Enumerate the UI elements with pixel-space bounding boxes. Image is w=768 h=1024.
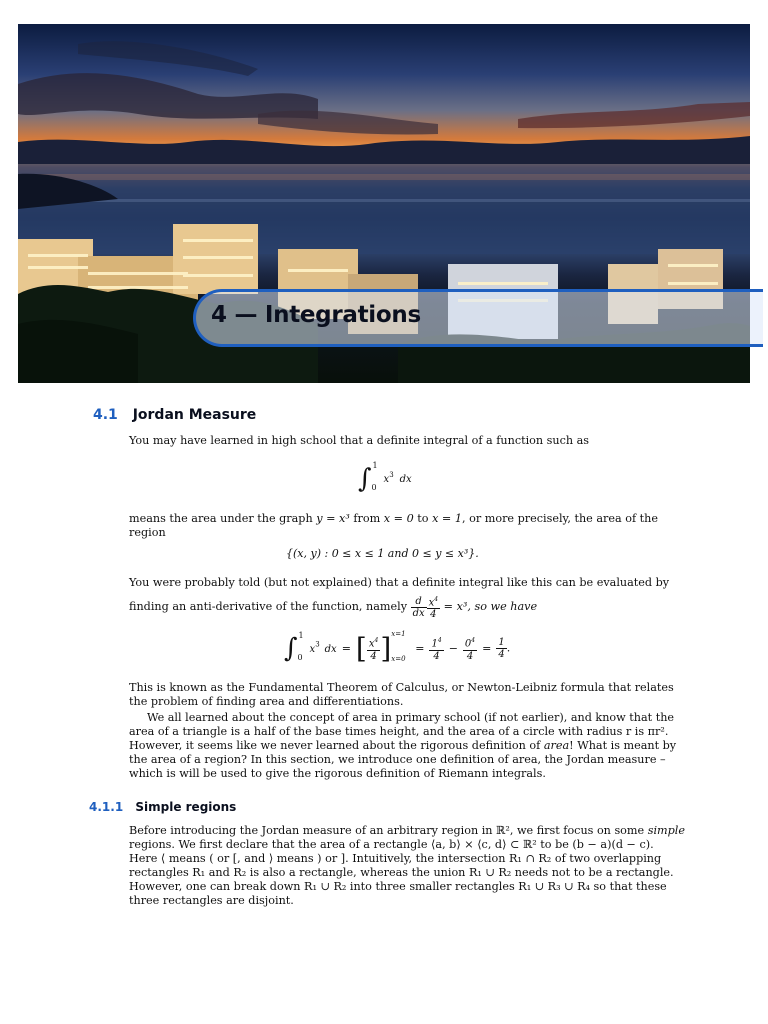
math-inline: = x³, so we have (440, 600, 538, 614)
math-inline: x = 0 (383, 512, 414, 525)
text-line: the area of a region? In this section, we introduce one definition of area, the Jordan measure – (129, 752, 666, 766)
text-span: However, it seems like we never learned about the rigorous definition of (129, 738, 544, 752)
paragraph-area-meaning (129, 512, 658, 540)
text-line: the problem of finding area and differentiations. (129, 694, 404, 708)
text-line: You were probably told (but not explained) that a definite integral like this can be evaluated by (129, 576, 670, 589)
equation-region-set: {(x, y) : 0 ≤ x ≤ 1 and 0 ≤ y ≤ x³}. (286, 547, 479, 560)
text-line: This is known as the Fundamental Theorem of Calculus, or Newton-Leibniz formula that relates (129, 681, 674, 694)
text-line: region (129, 525, 166, 539)
equation-evaluation: ∫ 1 0 $x^3$ dx = [ $\frac{x^4}{4}$ ] x=1 x=0 = $\frac{1^4}{4}$ − $\frac{0^4}{4}$ = $\frac{1}{4}$ . (284, 629, 511, 665)
text-span: to (413, 512, 433, 525)
subsection-number: 4.1.1 (89, 800, 124, 814)
paragraph-intro (129, 434, 641, 448)
subsection-heading (89, 800, 236, 814)
text-line: three rectangles are disjoint. (129, 893, 294, 907)
text-line: However, one can break down R₁ ∪ R₂ into three smaller rectangles R₁ ∪ R₃ ∪ R₄ so that these (129, 879, 667, 893)
equation-integral: ∫ 1 0 $x^3$ dx (358, 461, 412, 494)
subsection-title: Simple regions (135, 800, 237, 814)
text-line: We all learned about the concept of area in primary school (if not earlier), and know that the (147, 711, 675, 724)
paragraph-area-concept (129, 711, 677, 781)
paragraph-text: You may have learned in high school that a definite integral of a function such as (129, 434, 590, 447)
chapter-separator: — (234, 302, 258, 328)
text-span: ! What is meant by (569, 738, 677, 752)
text-span: , or more precisely, the area of the (461, 512, 658, 525)
paragraph-antiderivative (129, 576, 670, 621)
text-span: finding an anti-derivative of the function, namely (129, 600, 411, 614)
paragraph-simple-regions (129, 824, 686, 907)
emphasis-area: area (543, 738, 570, 752)
text-span: Before introducing the Jordan measure of an arbitrary region in ℝ², we first focus on some (129, 824, 648, 837)
text-line: rectangles R₁ and R₂ is also a rectangle, whereas the union R₁ ∪ R₂ needs not to be a rectangle. (129, 865, 674, 879)
fraction-x4-over-4: $\frac{x^4}{4}$ (428, 595, 439, 621)
section-number: 4.1 (93, 407, 118, 423)
chapter-name: Integrations (264, 302, 421, 328)
emphasis-simple: simple (647, 824, 686, 837)
text-span: means the area under the graph (129, 512, 317, 525)
math-inline: x = 1 (432, 512, 462, 525)
section-heading (93, 407, 256, 423)
text-line: area of a triangle is a half of the base times height, and the area of a circle with radius r is πr². (129, 724, 669, 738)
math-inline: y = x³ (316, 512, 350, 525)
text-line: Here ⟨ means ( or [, and ⟩ means ) or ]. Intuitively, the intersection R₁ ∩ R₂ of two overlapping (129, 851, 662, 865)
text-span: from (349, 512, 384, 525)
section-title: Jordan Measure (132, 407, 257, 423)
chapter-number: 4 (211, 302, 227, 328)
text-line: which is will be used to give the rigorous definition of Riemann integrals. (129, 766, 546, 780)
text-line: regions. We first declare that the area of a rectangle ⟨a, b⟩ × ⟨c, d⟩ ⊂ ℝ² to be (b − a)(d − c). (129, 837, 654, 851)
chapter-title (211, 302, 421, 328)
paragraph-ftc (129, 681, 674, 709)
fraction-d-dx: $\frac{d}{dx}$ (412, 595, 425, 619)
